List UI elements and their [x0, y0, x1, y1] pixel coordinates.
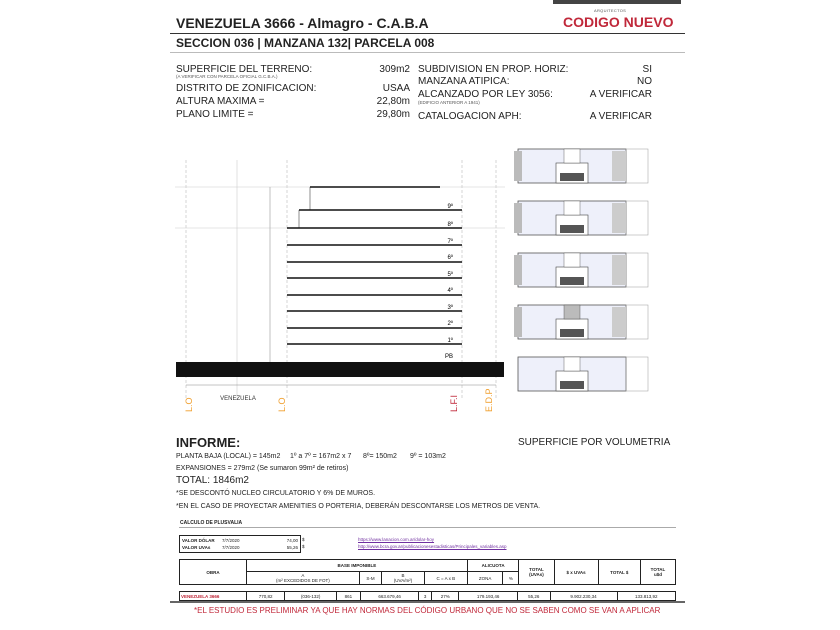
- info-value: A VERIFICAR: [589, 111, 652, 122]
- uva-link[interactable]: http://www.bcra.gov.ar/publicacionesestadisticas/Principales_variables.asp: [358, 544, 507, 549]
- plan-balcony: [514, 203, 522, 233]
- floor-label: 6º: [447, 255, 453, 261]
- building-section-drawing: [170, 140, 510, 430]
- cell: 770,82: [247, 592, 285, 601]
- plan-expansion: [626, 149, 648, 183]
- cell-obra: VENEZUELA 3666: [180, 592, 247, 601]
- floor-label: PB: [444, 354, 453, 360]
- plan-balcony: [612, 151, 626, 181]
- header-total-usd: TOTAL u$d: [640, 560, 675, 585]
- plusvalia-table: [179, 559, 676, 585]
- informe-line: PLANTA BAJA (LOCAL) = 145m2: [176, 453, 281, 460]
- marker-lfi: L.F.I: [449, 394, 459, 412]
- footer-divider: [170, 601, 685, 603]
- header-alicuota: ALICUOTA: [467, 560, 519, 572]
- floor-label: 4º: [447, 288, 453, 294]
- cell: (036-132): [285, 592, 337, 601]
- cell: 179.193,46: [459, 592, 517, 601]
- info-label: MANZANA ATIPICA:: [418, 76, 510, 87]
- logo-bar: [553, 0, 681, 4]
- info-label: CATALOGACION APH:: [418, 111, 522, 122]
- floor-label: 9º: [447, 204, 453, 210]
- currency-unit: $: [302, 544, 305, 549]
- floor-label: 1º: [447, 338, 453, 344]
- plan-void: [564, 305, 580, 319]
- plan-balcony: [514, 151, 522, 181]
- info-label: PLANO LIMITE =: [176, 109, 254, 120]
- header-c: C = A x B: [424, 572, 467, 585]
- info-value: SI: [642, 64, 652, 75]
- info-label: ALCANZADO POR LEY 3056:: [418, 89, 553, 100]
- plan-balcony: [514, 307, 522, 337]
- cell: 861: [336, 592, 360, 601]
- page-title: VENEZUELA 3666 - Almagro - C.A.B.A: [176, 15, 429, 31]
- informe-line: 9º = 103m2: [410, 453, 446, 460]
- value-row: VALOR DÓLAR 7/7/2020 74,00: [182, 538, 298, 543]
- cell: 133.813,92: [617, 592, 675, 601]
- marker-edp: E.D.P: [484, 388, 494, 412]
- plan-balcony: [612, 255, 626, 285]
- ground-slab: [176, 362, 504, 377]
- floor-slabs: [287, 187, 462, 344]
- cell: 55,26: [517, 592, 550, 601]
- cell: 3: [419, 592, 432, 601]
- info-value: 22,80m: [376, 96, 410, 107]
- marker-lo-left: L.O: [184, 397, 194, 412]
- info-label: ALTURA MAXIMA =: [176, 96, 265, 107]
- floor-plans: [512, 145, 662, 405]
- value-row: VALOR UVAs 7/7/2020 55,26: [182, 545, 298, 550]
- info-value: 29,80m: [376, 109, 410, 120]
- disclaimer: *EL ESTUDIO ES PRELIMINAR YA QUE HAY NORMAS DEL CÓDIGO URBANO QUE NO SE SABEN COMO SE VAN A APLICAR: [194, 606, 661, 615]
- plan-void: [564, 357, 580, 371]
- plan-expansion: [626, 201, 648, 235]
- floor-label: 8º: [447, 222, 453, 228]
- cell: 27%: [431, 592, 458, 601]
- plan-void: [564, 201, 580, 215]
- plan-balcony: [514, 255, 522, 285]
- header-b: B (UVA/m²): [382, 572, 425, 585]
- info-note: (EDIFICIO ANTERIOR A 1941): [418, 100, 480, 105]
- plan-expansion: [626, 357, 648, 391]
- plan-void: [564, 149, 580, 163]
- cell: 9.902.230,34: [550, 592, 617, 601]
- info-label: SUBDIVISION EN PROP. HORIZ:: [418, 64, 569, 75]
- values-table: [179, 535, 301, 553]
- plan-void: [564, 253, 580, 267]
- dolar-link[interactable]: https://www.lanacion.com.ar/dolar-hoy: [358, 537, 435, 542]
- informe-line: 1º a 7º = 167m2 x 7: [290, 453, 352, 460]
- info-note: (A VERIFICAR CON PARCELA OFICIAL G.C.B.A.): [176, 74, 278, 79]
- floor-label: 2º: [447, 321, 453, 327]
- header-obra: OBRA: [180, 560, 247, 585]
- subheader-divider: [170, 52, 685, 53]
- logo-subtitle: ARQUITECTOS: [594, 8, 627, 13]
- informe-total: TOTAL: 1846m2: [176, 475, 249, 486]
- informe-note: *EN EL CASO DE PROYECTAR AMENITIES O PORTERIA, DEBERÁN DESCONTARSE LOS METROS DE VENTA.: [176, 503, 541, 510]
- cell: 663.679,46: [360, 592, 418, 601]
- plan-stairs: [560, 277, 584, 285]
- plan-balcony: [612, 203, 626, 233]
- superficie-volumetria: SUPERFICIE POR VOLUMETRIA: [518, 437, 671, 448]
- informe-note: *SE DESCONTÓ NUCLEO CIRCULATORIO Y 6% DE MUROS.: [176, 490, 376, 497]
- info-value: A VERIFICAR: [589, 89, 652, 100]
- header-total-pesos: TOTAL $: [598, 560, 640, 585]
- header-sm: S-M: [359, 572, 381, 585]
- plan-stairs: [560, 381, 584, 389]
- plan-stairs: [560, 225, 584, 233]
- header-divider: [170, 33, 685, 34]
- info-value: 309m2: [379, 64, 410, 75]
- header-pct: %: [503, 572, 519, 585]
- plusvalia-divider: [179, 527, 676, 528]
- header-zona: ZONA: [467, 572, 502, 585]
- plusvalia-data-row: [179, 591, 676, 601]
- info-value: NO: [637, 76, 652, 87]
- page-subtitle: SECCION 036 | MANZANA 132| PARCELA 008: [176, 36, 435, 50]
- informe-title: INFORME:: [176, 435, 241, 450]
- street-label: VENEZUELA: [220, 396, 256, 402]
- plusvalia-title: CALCULO DE PLUSVALIA: [180, 520, 243, 526]
- plan-expansion: [626, 305, 648, 339]
- info-label: SUPERFICIE DEL TERRENO:: [176, 64, 313, 75]
- floor-label: 3º: [447, 305, 453, 311]
- floor-label: 5º: [447, 272, 453, 278]
- header-total-uvas: TOTAL (UVAs): [519, 560, 554, 585]
- plan-expansion: [626, 253, 648, 287]
- plan-stairs: [560, 173, 584, 181]
- informe-line: 8º= 150m2: [363, 453, 397, 460]
- plan-balcony: [612, 307, 626, 337]
- header-a: A (m² EXCEDIDOS DE FOT): [247, 572, 360, 585]
- code-label: CODIGO NUEVO: [563, 14, 674, 30]
- marker-lo-right: L.O: [277, 397, 287, 412]
- floor-label: 7º: [447, 239, 453, 245]
- info-label: DISTRITO DE ZONIFICACION:: [176, 83, 317, 94]
- header-base: BASE IMPONIBLE: [247, 560, 468, 572]
- header-x-uvas: $ x UVAs: [554, 560, 598, 585]
- plan-stairs: [560, 329, 584, 337]
- info-value: USAA: [382, 83, 410, 94]
- informe-line: EXPANSIONES = 279m2 (Se sumaron 99m² de retiros): [176, 465, 349, 472]
- currency-unit: $: [302, 537, 305, 542]
